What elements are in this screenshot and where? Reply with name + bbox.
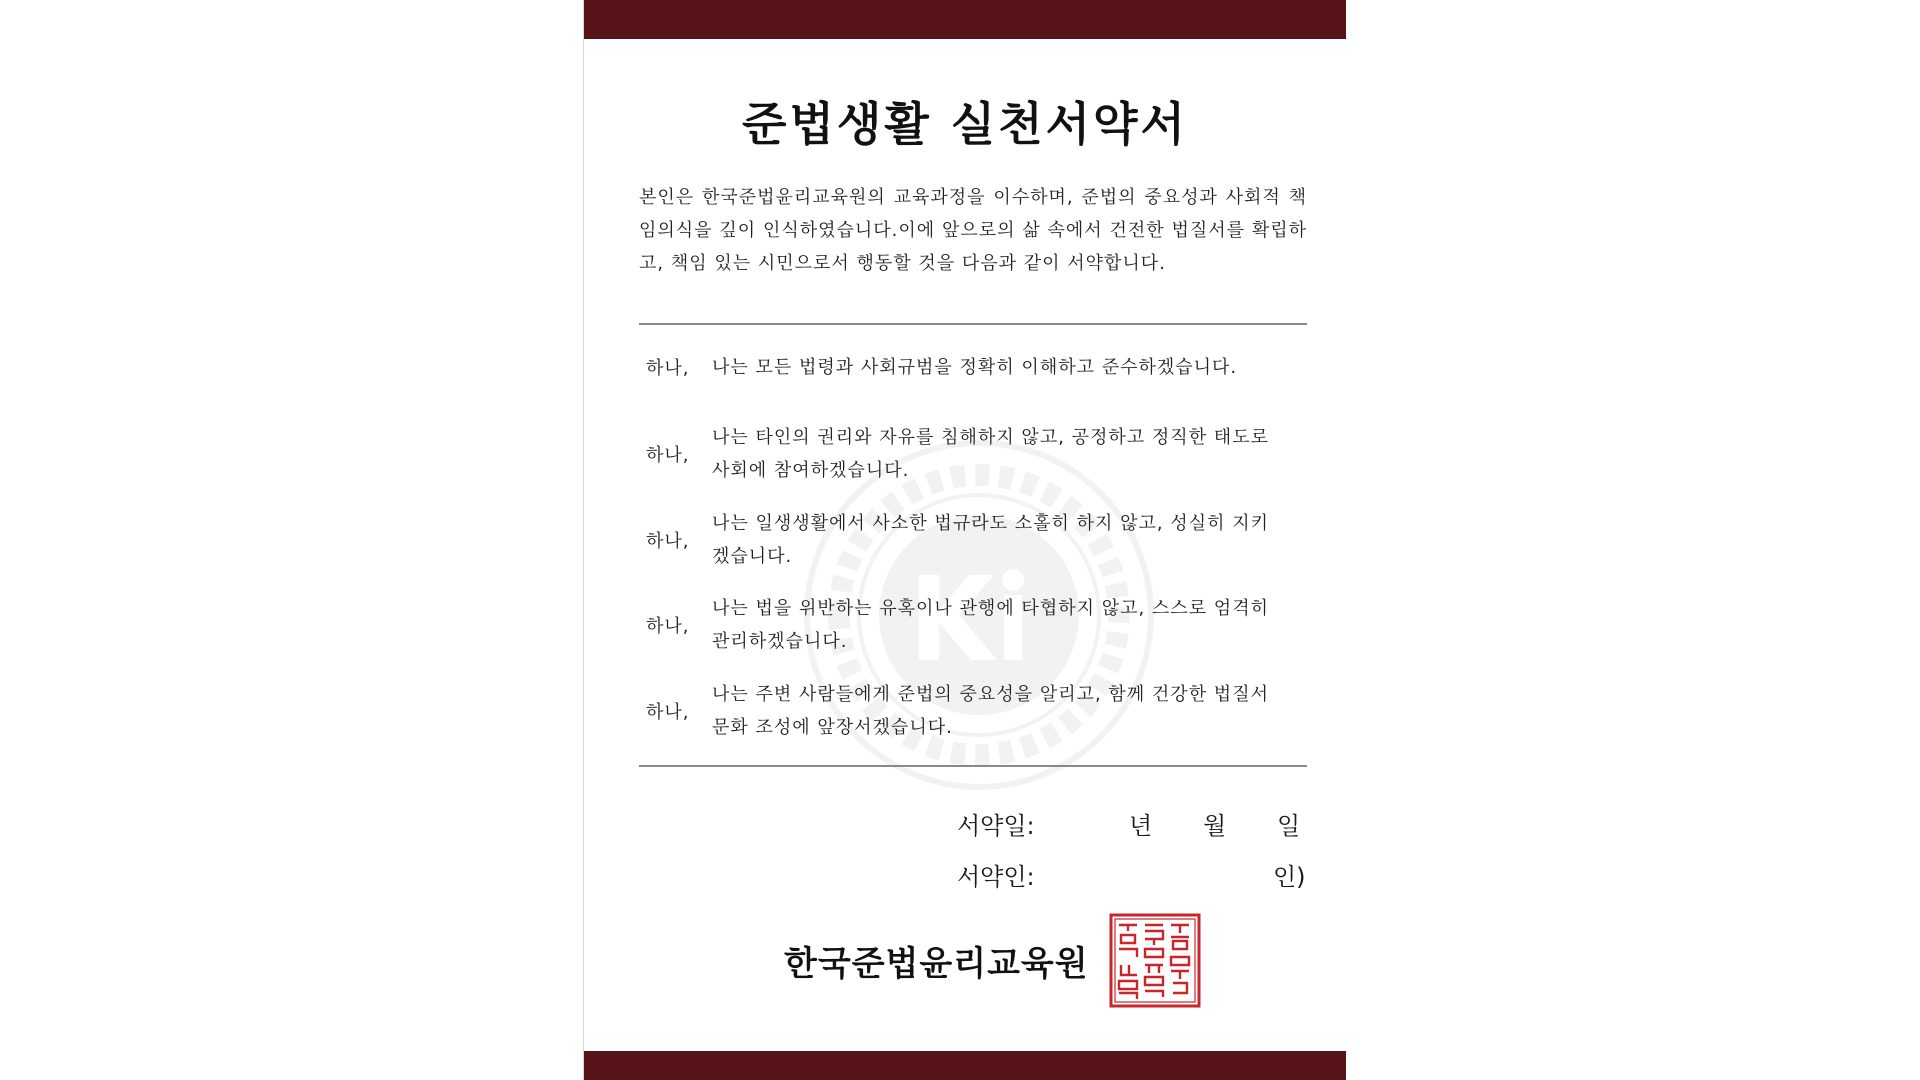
year-label: 년 <box>1129 812 1153 840</box>
pledge-date-label: 서약일: <box>957 812 1035 840</box>
pledge-item <box>639 590 1307 660</box>
pledge-lead: 하나, <box>646 531 690 552</box>
red-seal-icon <box>1109 913 1201 1008</box>
pledge-text: 나는 주변 사람들에게 준법의 중요성을 알리고, 함께 건강한 법질서 문화 조성에 앞장서겠습니다. <box>712 684 1269 738</box>
bottom-band <box>584 1051 1346 1080</box>
intro-paragraph: 본인은 한국준법윤리교육원의 교육과정을 이수하며, 준법의 중요성과 사회적 책임의식을 깊이 인식하였습니다.이에 앞으로의 삶 속에서 건전한 법질서를 확립하고, 책임 있는 시민으로서 행동할 것을 다음과 같이 서약합니다. <box>639 187 1307 274</box>
top-band <box>584 0 1346 39</box>
top-divider <box>639 323 1307 325</box>
certificate-page <box>583 0 1346 1080</box>
pledge-text: 나는 타인의 권리와 자유를 침해하지 않고, 공정하고 정직한 태도로 사회에 참여하겠습니다. <box>712 427 1269 481</box>
day-label: 일 <box>1277 812 1301 840</box>
bottom-divider <box>639 765 1307 767</box>
seal-mark-label: 인) <box>1273 863 1306 891</box>
pledge-item <box>639 505 1307 575</box>
pledge-text: 나는 법을 위반하는 유혹이나 관행에 타협하지 않고, 스스로 엄격히 관리하겠습니다. <box>712 598 1269 652</box>
pledge-text: 나는 일생생활에서 사소한 법규라도 소홀히 하지 않고, 성실히 지키겠습니다. <box>712 513 1269 567</box>
pledge-text: 나는 모든 법령과 사회규범을 정확히 이해하고 준수하겠습니다. <box>712 356 1238 378</box>
organization-name: 한국준법윤리교육원 <box>784 944 1089 984</box>
pledge-lead: 하나, <box>646 358 690 379</box>
pledge-lead: 하나, <box>646 445 690 466</box>
pledge-lead: 하나, <box>646 616 690 637</box>
document-title: 준법생활 실천서약서 <box>742 97 1188 151</box>
pledge-item <box>639 419 1307 489</box>
signer-label: 서약인: <box>957 863 1035 891</box>
month-label: 월 <box>1203 812 1227 840</box>
pledge-item <box>639 676 1307 746</box>
pledge-lead: 하나, <box>646 702 690 723</box>
pledge-item <box>639 332 1307 402</box>
